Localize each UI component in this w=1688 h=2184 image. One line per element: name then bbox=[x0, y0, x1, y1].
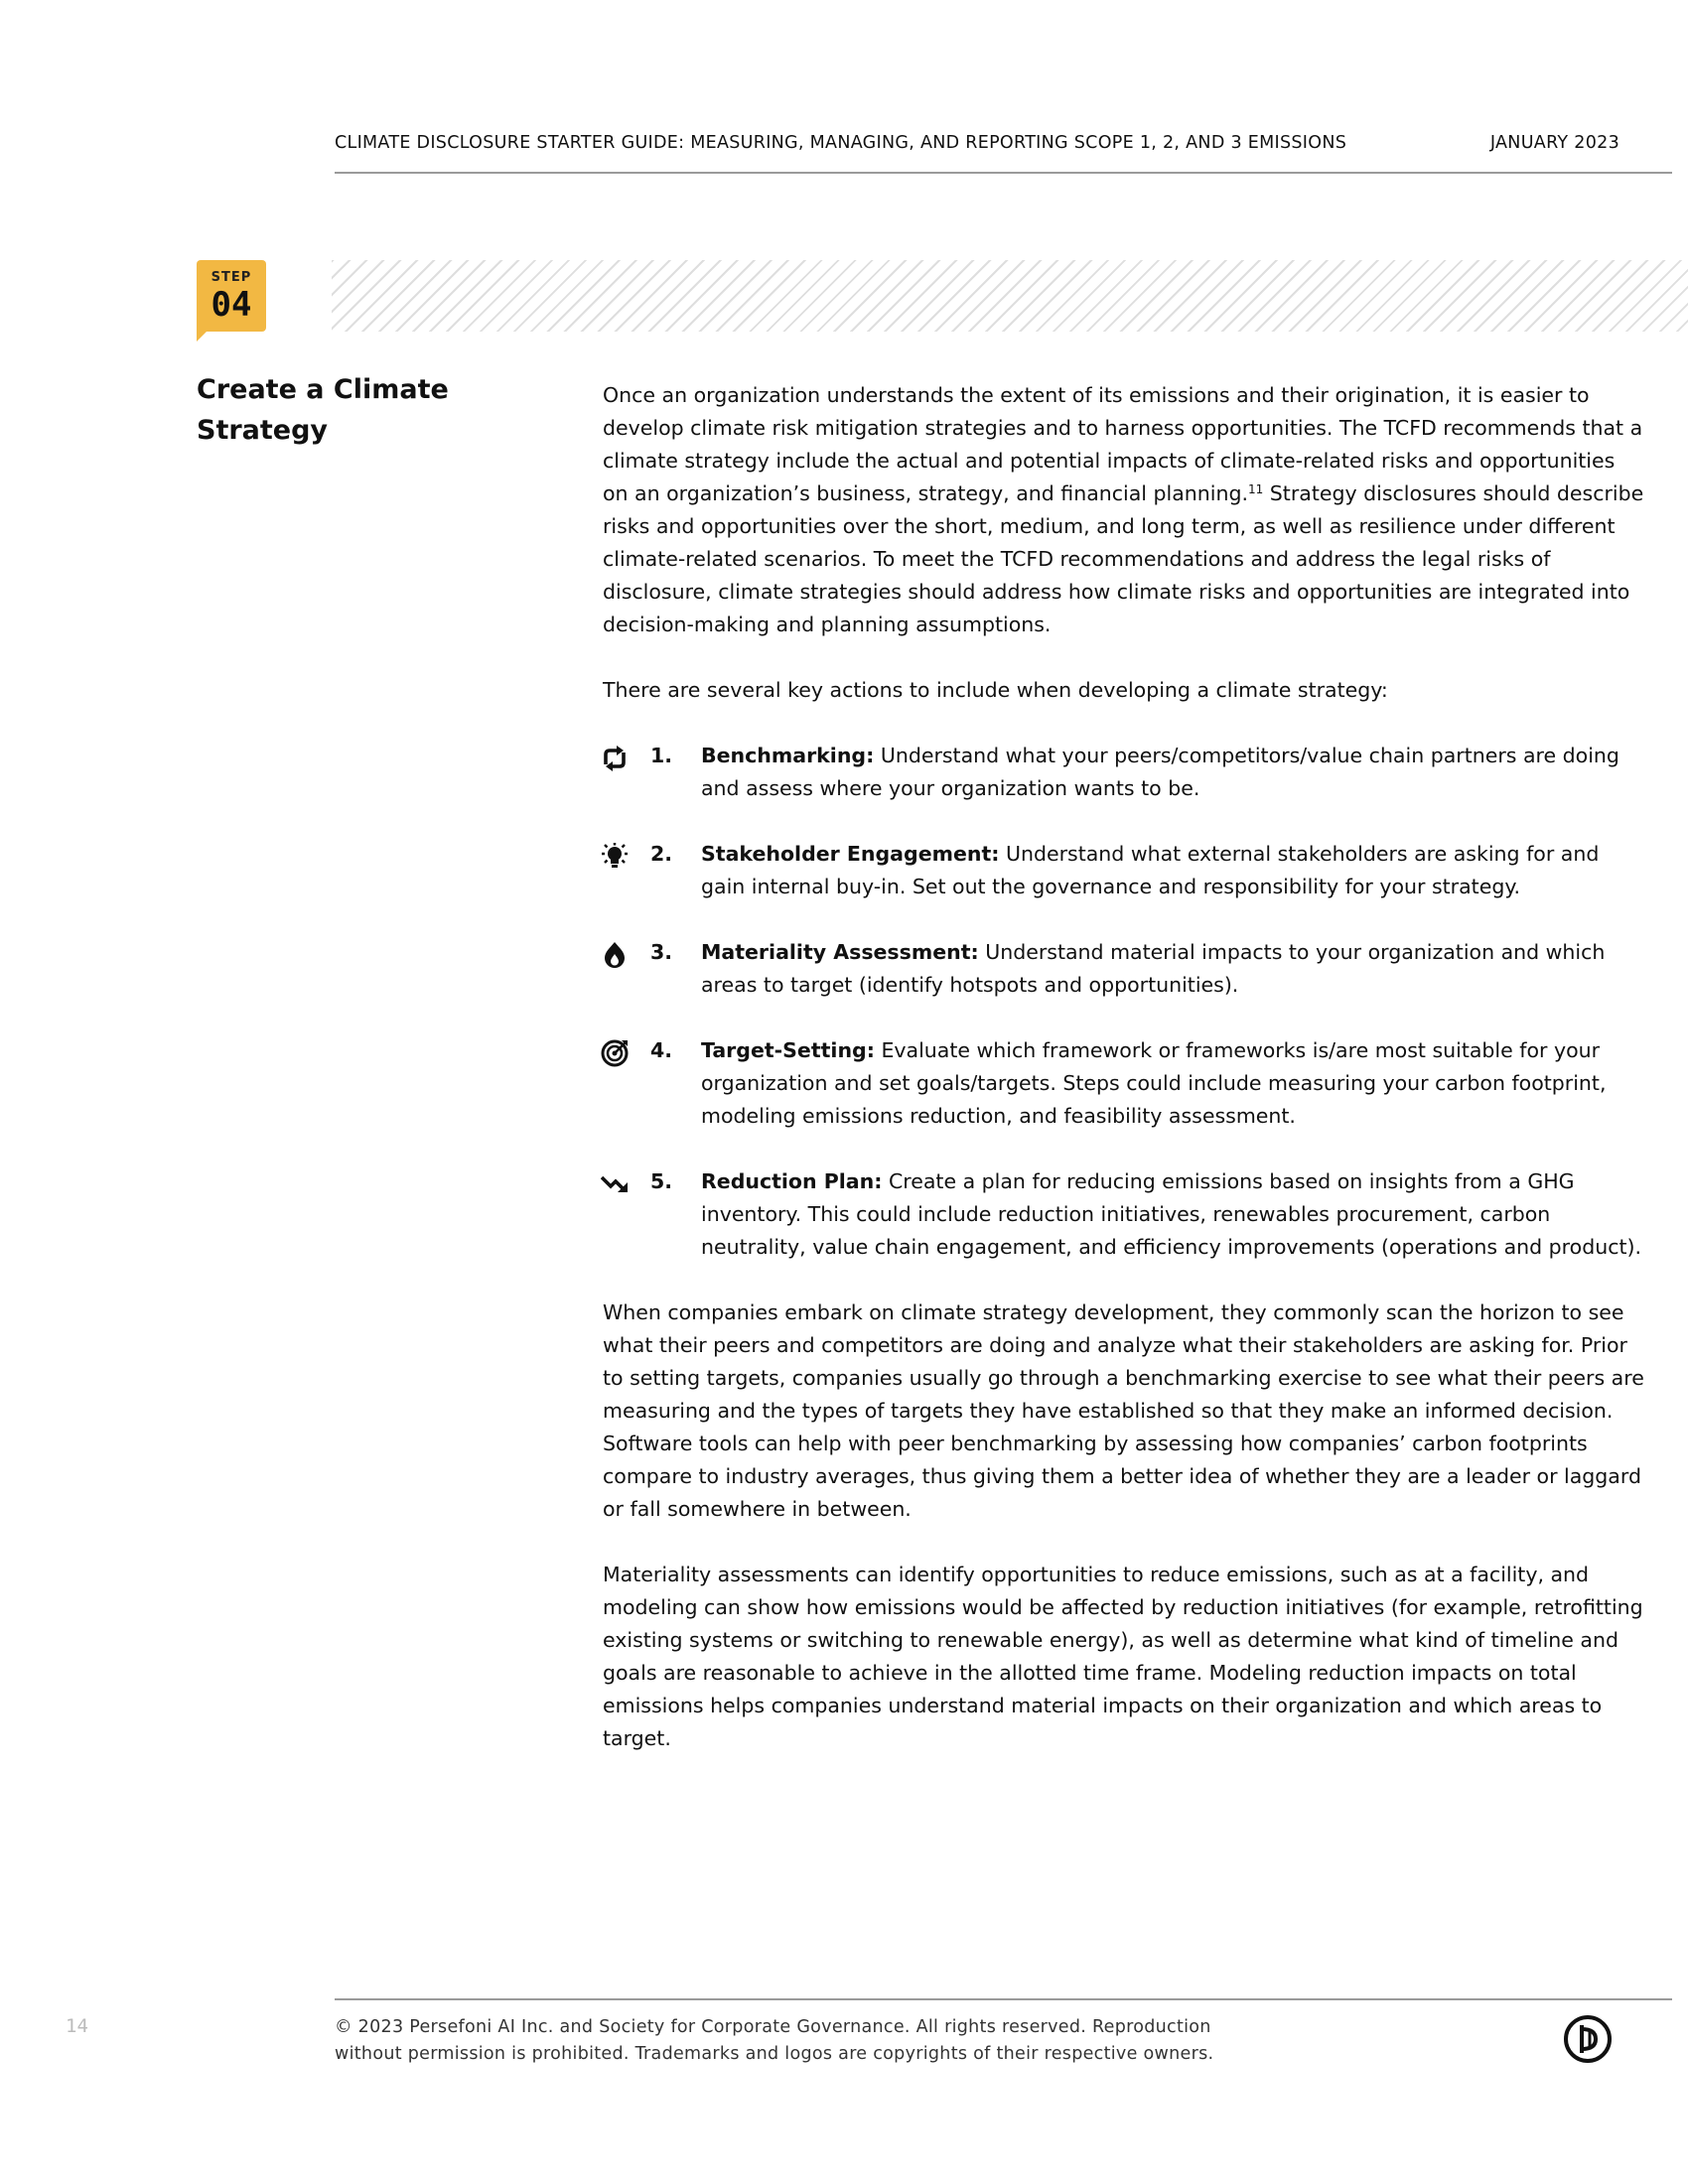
main-content bbox=[603, 379, 1645, 1755]
flame-icon bbox=[601, 941, 629, 969]
document-header-title: CLIMATE DISCLOSURE STARTER GUIDE: MEASURING, MANAGING, AND REPORTING SCOPE 1, 2, AND 3 EMISSIONS bbox=[335, 133, 1347, 153]
document-header-date: JANUARY 2023 bbox=[1489, 133, 1619, 153]
list-item-title: Materiality Assessment: bbox=[701, 940, 979, 964]
list-item bbox=[603, 740, 1645, 805]
trend-down-icon bbox=[601, 1170, 629, 1198]
page-number: 14 bbox=[66, 2015, 88, 2037]
list-item-number: 1. bbox=[650, 744, 673, 767]
step-badge bbox=[197, 260, 266, 332]
intro-text-a: Once an organization understands the extent of its emissions and their origination, it is easier to develop climate risk mitigation strategies and to harness opportunities. The TCFD recommends that a climate strategy include the actual and potential impacts of climate-related risks and opportunities on an organization’s business, strategy, and financial planning. bbox=[603, 383, 1643, 505]
header-divider bbox=[335, 172, 1672, 174]
list-item-text: Understand material impacts to your organization and which areas to target (identify hotspots and opportunities). bbox=[701, 940, 1606, 997]
cycle-arrows-icon bbox=[601, 745, 629, 772]
list-item-title: Benchmarking: bbox=[701, 744, 875, 767]
list-item-text: Understand what external stakeholders are asking for and gain internal buy-in. Set out the governance and responsibility for your strategy. bbox=[701, 842, 1600, 898]
list-item-text: Evaluate which framework or frameworks is/are most suitable for your organization and set goals/targets. Steps could include measuring your carbon footprint, modeling emissions reduction, and feasibility assessment. bbox=[701, 1038, 1607, 1128]
decorative-hatch-band bbox=[332, 260, 1688, 332]
body-paragraph-materiality: Materiality assessments can identify opportunities to reduce emissions, such as at a facility, and modeling can show how emissions would be affected by reduction initiatives (for example, retrofitting existing systems or switching to renewable energy), as well as determine what kind of timeline and goals are reasonable to achieve in the allotted time frame. Modeling reduction impacts on total emissions helps companies understand material impacts on their organization and which areas to target. bbox=[603, 1563, 1643, 1750]
list-item bbox=[603, 838, 1645, 903]
list-item-number: 4. bbox=[650, 1038, 673, 1062]
target-icon bbox=[601, 1039, 629, 1067]
list-item-number: 5. bbox=[650, 1169, 673, 1193]
list-item-text: Understand what your peers/competitors/value chain partners are doing and assess where your organization wants to be. bbox=[701, 744, 1619, 800]
list-item-title: Target-Setting: bbox=[701, 1038, 875, 1062]
footer-divider bbox=[335, 1998, 1672, 2000]
list-item bbox=[603, 936, 1645, 1002]
list-item bbox=[603, 1034, 1645, 1133]
lightbulb-icon bbox=[601, 843, 629, 871]
actions-list bbox=[603, 740, 1645, 1264]
footer-copyright-line1: © 2023 Persefoni AI Inc. and Society for Corporate Governance. All rights reserved. Reproduction bbox=[335, 2017, 1211, 2037]
actions-lead: There are several key actions to include when developing a climate strategy: bbox=[603, 678, 1388, 702]
body-paragraph-benchmarking: When companies embark on climate strategy development, they commonly scan the horizon to see what their peers and competitors are doing and analyze what their stakeholders are asking for. Prior to setting targets, companies usually go through a benchmarking exercise to see what their peers are measuring and the types of targets they have established so that they make an informed decision. Software tools can help with peer benchmarking by assessing how companies’ carbon footprints compare to industry averages, thus giving them a better idea of whether they are a leader or laggard or fall somewhere in between. bbox=[603, 1300, 1644, 1521]
intro-text-b: Strategy disclosures should describe risks and opportunities over the short, medium, and long term, as well as resilience under different climate-related scenarios. To meet the TCFD recommendations and address the legal risks of disclosure, climate strategies should address how climate risks and opportunities are integrated into decision-making and planning assumptions. bbox=[603, 481, 1644, 636]
persefoni-logo-icon bbox=[1563, 2014, 1613, 2064]
step-label: STEP bbox=[211, 270, 252, 285]
footnote-marker[interactable]: 11 bbox=[1247, 482, 1264, 496]
intro-paragraph bbox=[603, 379, 1645, 641]
list-item-title: Reduction Plan: bbox=[701, 1169, 883, 1193]
list-item bbox=[603, 1165, 1645, 1264]
step-badge-tail bbox=[197, 328, 211, 341]
list-item-text: Create a plan for reducing emissions based on insights from a GHG inventory. This could include reduction initiatives, renewables procurement, carbon neutrality, value chain engagement, and efficiency improvements (operations and product). bbox=[701, 1169, 1642, 1259]
list-item-title: Stakeholder Engagement: bbox=[701, 842, 1000, 866]
step-number: 04 bbox=[211, 285, 252, 325]
footer-copyright bbox=[335, 2014, 1228, 2068]
section-title: Create a Climate Strategy bbox=[197, 374, 449, 446]
list-item-number: 3. bbox=[650, 940, 673, 964]
footer-copyright-line2: without permission is prohibited. Trademarks and logos are copyrights of their respective owners. bbox=[335, 2044, 1214, 2064]
list-item-number: 2. bbox=[650, 842, 673, 866]
